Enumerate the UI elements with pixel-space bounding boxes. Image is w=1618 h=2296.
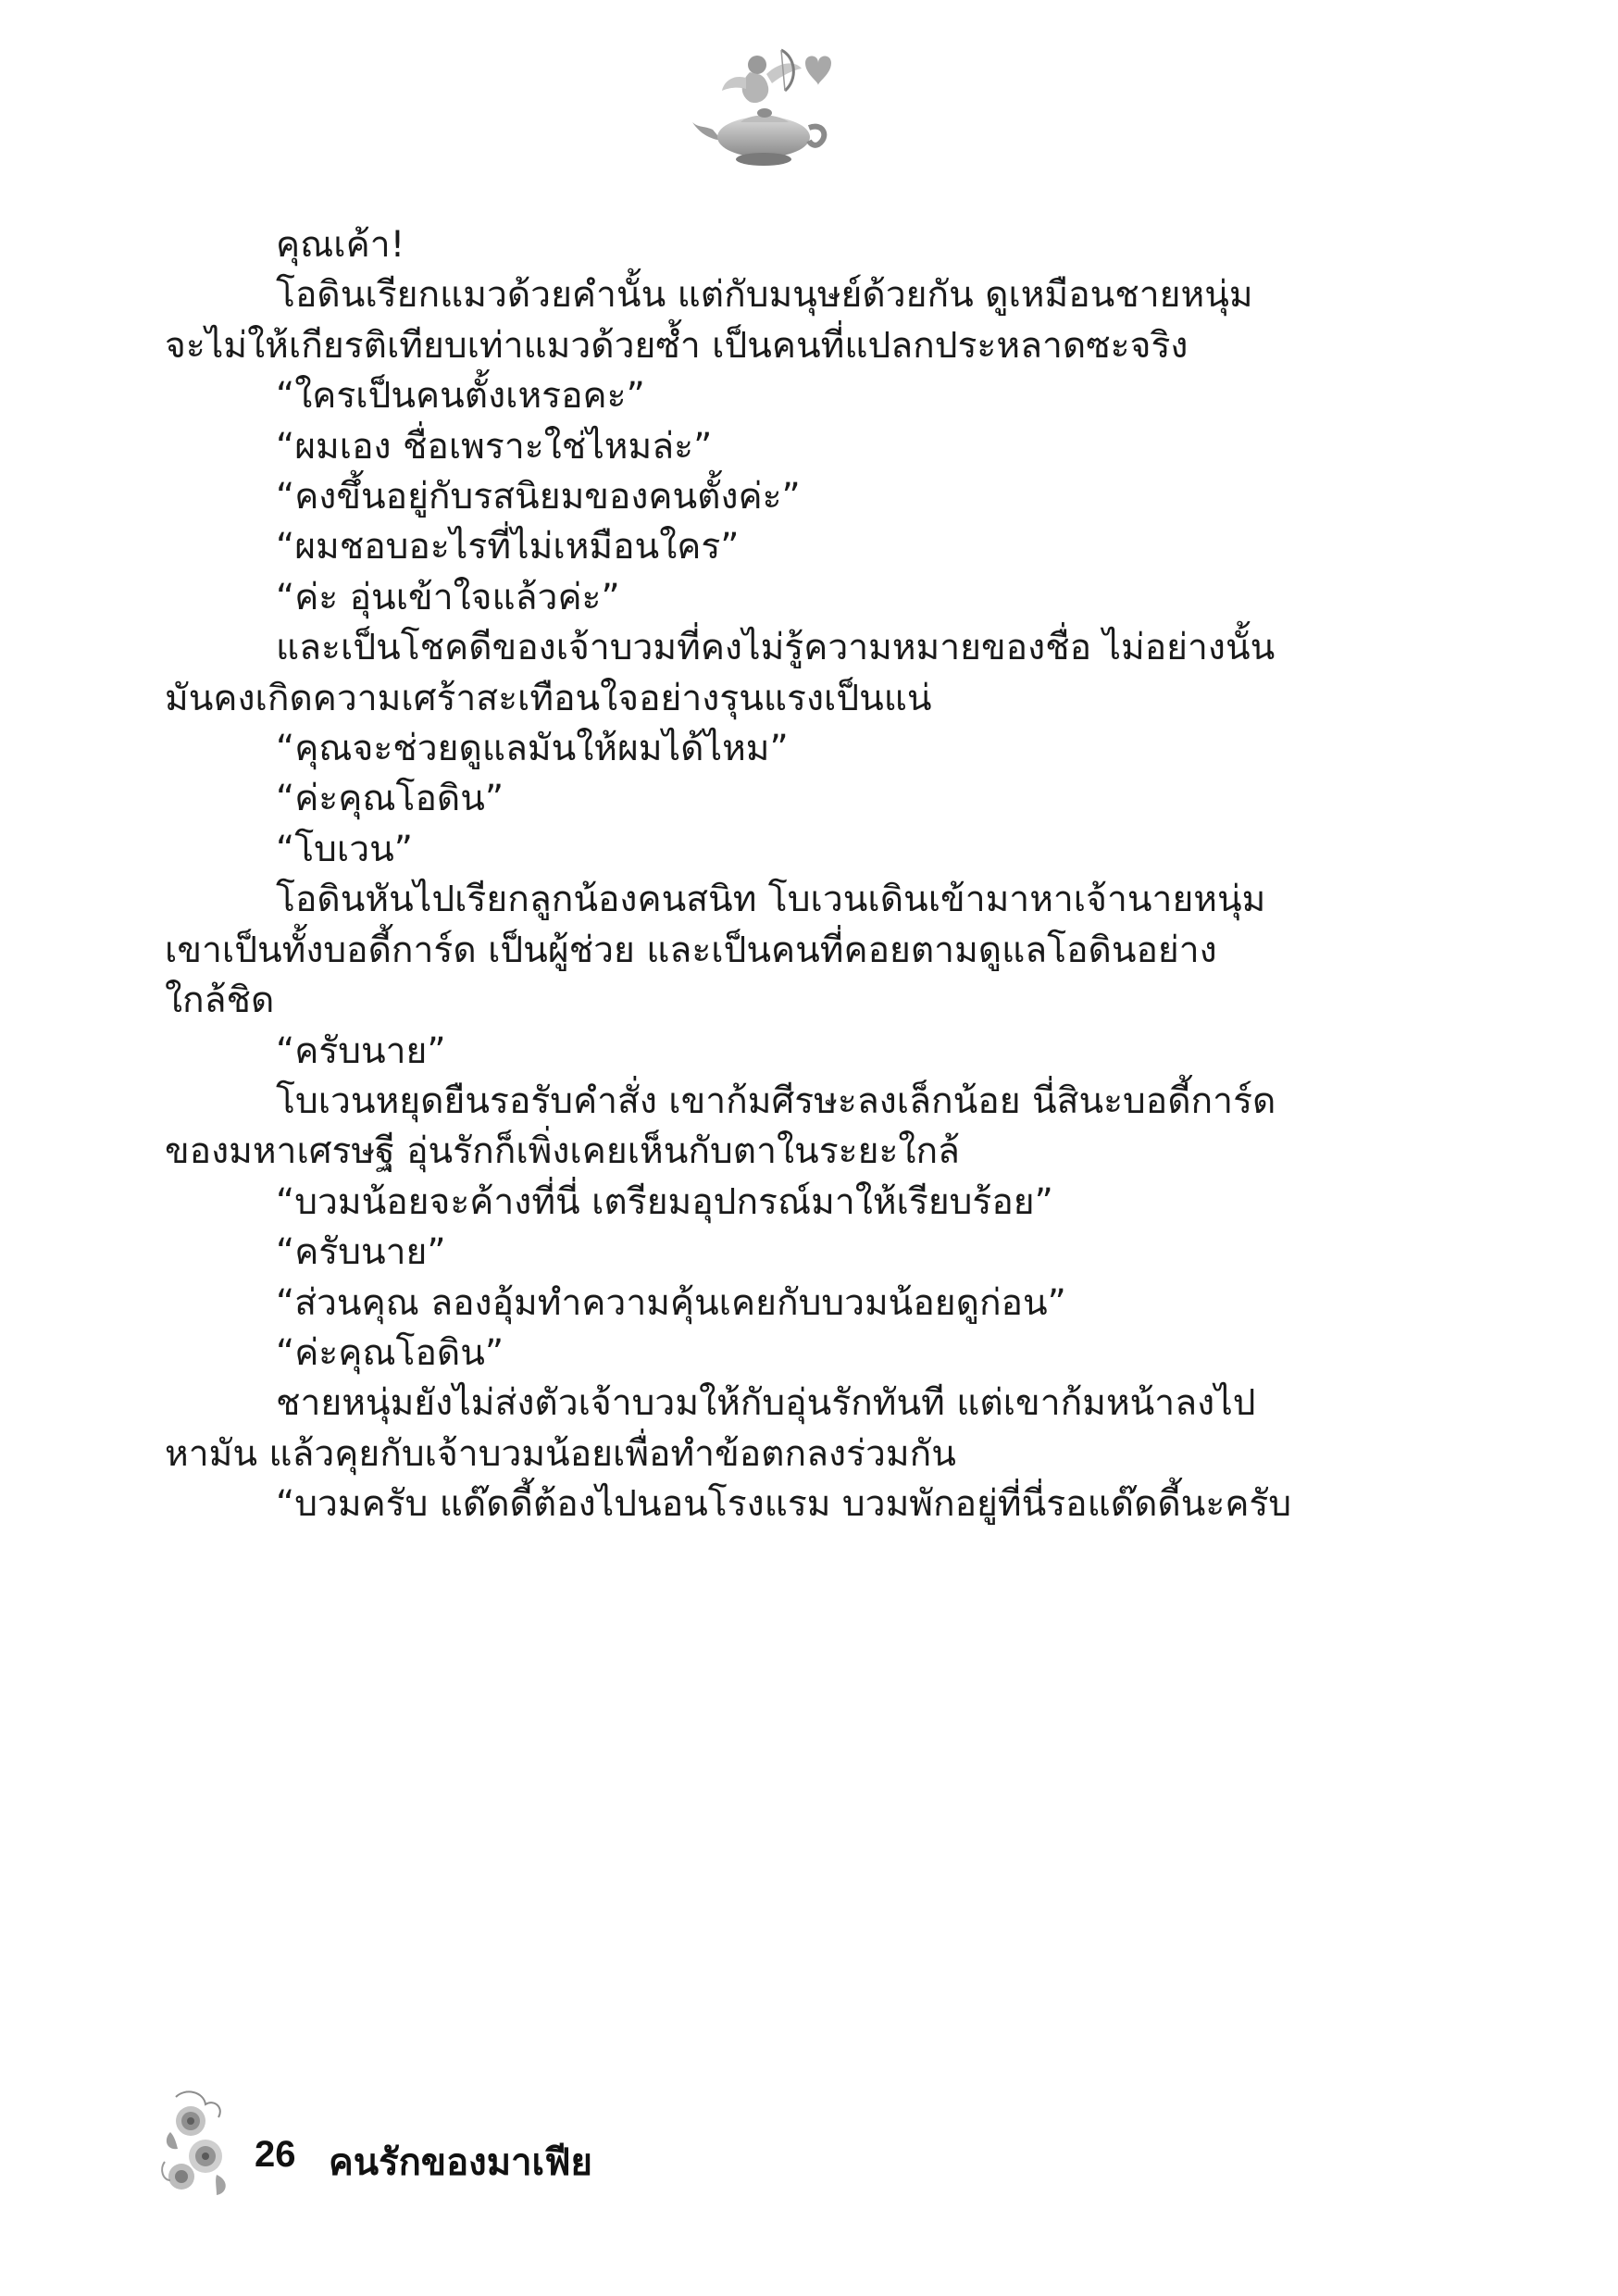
text-line: จะไม่ให้เกียรติเทียบเท่าแมวด้วยซ้ำ เป็นคนที่แปลกประหลาดซะจริง: [165, 324, 1189, 367]
text-line: “โบเวน”: [276, 828, 414, 870]
book-title: คนรักของมาเฟีย: [329, 2141, 592, 2184]
text-line: “ค่ะคุณโอดิน”: [276, 1331, 504, 1374]
text-line: ใกล้ชิด: [165, 980, 275, 1022]
rose-ornament-icon: [157, 2088, 241, 2199]
text-line: เขาเป็นทั้งบอดี้การ์ด เป็นผู้ช่วย และเป็นคนที่คอยตามดูแลโอดินอย่าง: [165, 929, 1217, 971]
teapot-cupid-ornament-icon: [685, 37, 842, 176]
page-number: 26: [255, 2134, 296, 2175]
text-line: คุณเค้า!: [276, 224, 405, 266]
text-line: “บวมน้อยจะค้างที่นี่ เตรียมอุปกรณ์มาให้เรียบร้อย”: [276, 1180, 1053, 1223]
text-line: “ส่วนคุณ ลองอุ้มทำความคุ้นเคยกับบวมน้อยดูก่อน”: [276, 1281, 1066, 1324]
text-line: “คุณจะช่วยดูแลมันให้ผมได้ไหม”: [276, 728, 789, 770]
text-line: “ใครเป็นคนตั้งเหรอคะ”: [276, 375, 645, 418]
text-line: “ค่ะคุณโอดิน”: [276, 778, 504, 820]
page-footer: [157, 2088, 805, 2199]
text-line: โอดินเรียกแมวด้วยคำนั้น แต่กับมนุษย์ด้วยกัน ดูเหมือนชายหนุ่ม: [276, 274, 1253, 317]
text-line: “ผมเอง ชื่อเพราะใช่ไหมล่ะ”: [276, 425, 713, 468]
text-line: โบเวนหยุดยืนรอรับคำสั่ง เขาก้มศีรษะลงเล็กน้อย นี่สินะบอดี้การ์ด: [276, 1079, 1276, 1122]
text-line: และเป็นโชคดีของเจ้าบวมที่คงไม่รู้ความหมายของชื่อ ไม่อย่างนั้น: [276, 627, 1276, 669]
text-line: “ครับนาย”: [276, 1231, 446, 1274]
text-line: ของมหาเศรษฐี อุ่นรักก็เพิ่งเคยเห็นกับตาในระยะใกล้: [165, 1130, 960, 1173]
text-line: “ผมชอบอะไรที่ไม่เหมือนใคร”: [276, 526, 740, 568]
text-line: “ครับนาย”: [276, 1029, 446, 1072]
text-line: ชายหนุ่มยังไม่ส่งตัวเจ้าบวมให้กับอุ่นรักทันที แต่เขาก้มหน้าลงไป: [276, 1382, 1256, 1425]
text-line: “ค่ะ อุ่นเข้าใจแล้วค่ะ”: [276, 576, 620, 618]
text-line: โอดินหันไปเรียกลูกน้องคนสนิท โบเวนเดินเข้ามาหาเจ้านายหนุ่ม: [276, 879, 1266, 921]
text-line: “บวมครับ แด๊ดดี้ต้องไปนอนโรงแรม บวมพักอยู่ที่นี่รอแด๊ดดี้นะครับ: [276, 1483, 1292, 1526]
text-line: “คงขึ้นอยู่กับรสนิยมของคนตั้งค่ะ”: [276, 476, 801, 518]
body-text: [165, 220, 1359, 1530]
text-line: หามัน แล้วคุยกับเจ้าบวมน้อยเพื่อทำข้อตกลงร่วมกัน: [165, 1432, 956, 1475]
text-line: มันคงเกิดความเศร้าสะเทือนใจอย่างรุนแรงเป็นแน่: [165, 677, 932, 719]
